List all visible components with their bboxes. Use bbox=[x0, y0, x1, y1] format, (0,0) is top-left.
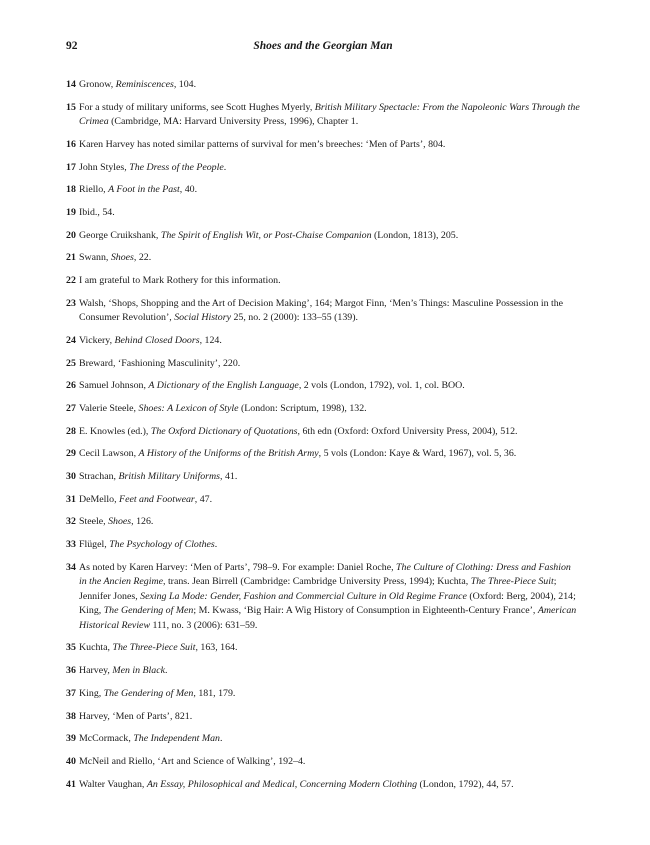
endnote bbox=[66, 470, 580, 485]
endnote-text bbox=[79, 515, 580, 530]
endnote-text-segment: , 126. bbox=[131, 516, 154, 528]
endnote-text-segment: McNeil and Riello, ‘Art and Science of Walking’, 192–4. bbox=[79, 755, 306, 767]
endnote-title-italic: The Dress of the People bbox=[129, 161, 224, 173]
endnote-number: 23 bbox=[66, 297, 76, 309]
endnote-title-italic: An Essay, Philosophical and Medical, Concerning Modern Clothing bbox=[146, 778, 418, 790]
endnote-text-segment: King, bbox=[79, 687, 104, 699]
endnote-title-italic: Social History bbox=[174, 312, 231, 324]
endnote-text-segment: I am grateful to Mark Rothery for this information. bbox=[79, 275, 281, 286]
endnote-number: 20 bbox=[66, 229, 76, 241]
endnote-text-segment: Karen Harvey has noted similar patterns of survival for men’s breeches: ‘Men of Parts’, 804. bbox=[79, 138, 446, 150]
endnote-text bbox=[79, 561, 580, 634]
endnote-text bbox=[79, 755, 580, 770]
endnote-text bbox=[79, 357, 580, 372]
endnote-text-segment: Steele, bbox=[79, 516, 109, 528]
endnote-title-italic: The Culture of Clothing: Dress and Fashion in the Ancien Regime bbox=[79, 561, 571, 588]
endnote-text-segment: Breward, ‘Fashioning Masculinity’, 220. bbox=[79, 357, 241, 369]
endnote-text-segment: Walsh, ‘Shops, Shopping and the Art of Decision Making’, 164; Margot Finn, ‘Men’s Things: Masculine Possession in the Consumer Revolution’, bbox=[79, 297, 564, 324]
endnote bbox=[66, 447, 580, 462]
endnote-text-segment: . bbox=[223, 161, 227, 173]
endnote-number: 27 bbox=[66, 402, 76, 414]
endnote-title-italic: The Gendering of Men bbox=[103, 605, 194, 617]
endnote-text-segment: (Oxford: Berg, 2004), 214; King, bbox=[79, 590, 576, 617]
endnote-number: 22 bbox=[66, 275, 76, 286]
endnote-text bbox=[79, 379, 580, 394]
endnote-text bbox=[79, 447, 580, 462]
endnote-text-segment: Flügel, bbox=[79, 539, 110, 551]
endnote bbox=[66, 641, 580, 656]
endnote-text-segment: (London: Scriptum, 1998), 132. bbox=[238, 402, 367, 414]
endnote bbox=[66, 229, 580, 244]
endnote-title-italic: The Oxford Dictionary of Quotations bbox=[150, 425, 298, 437]
endnote-text bbox=[79, 297, 580, 326]
endnote-text bbox=[79, 778, 580, 793]
endnote-text-segment: Harvey, bbox=[79, 665, 113, 677]
endnote-text bbox=[79, 493, 580, 508]
endnote-text-segment: As noted by Karen Harvey: ‘Men of Parts’, 798–9. For example: Daniel Roche, bbox=[79, 561, 397, 573]
endnote-number: 15 bbox=[66, 101, 76, 113]
endnote-text bbox=[79, 470, 580, 485]
endnote bbox=[66, 755, 580, 770]
endnote-number: 30 bbox=[66, 471, 76, 482]
endnote-text-segment: , 163, 164. bbox=[195, 642, 238, 654]
endnote-text-segment: , 124. bbox=[199, 334, 222, 346]
endnote-text-segment: Harvey, ‘Men of Parts’, 821. bbox=[79, 710, 193, 722]
endnote-text-segment: , 104. bbox=[173, 79, 197, 90]
endnote bbox=[66, 183, 580, 198]
endnote-text bbox=[79, 251, 580, 266]
endnote bbox=[66, 425, 580, 440]
endnote-title-italic: The Spirit of English Wit, or Post-Chaise Companion bbox=[160, 229, 372, 241]
endnote-title-italic: The Psychology of Clothes bbox=[109, 539, 215, 551]
endnote bbox=[66, 138, 580, 153]
endnote-text-segment: , 41. bbox=[220, 471, 238, 482]
endnote-text-segment: , 40. bbox=[179, 184, 198, 196]
endnote-text-segment: (London, 1813), 205. bbox=[371, 229, 459, 241]
endnote-text-segment: , trans. Jean Birrell (Cambridge: Cambridge University Press, 1994); Kuchta, bbox=[163, 576, 471, 588]
endnote-text-segment: , 181, 179. bbox=[193, 687, 236, 699]
endnote-text bbox=[79, 183, 580, 198]
endnote-text bbox=[79, 641, 580, 656]
endnote-text-segment: Samuel Johnson, bbox=[79, 380, 149, 392]
endnote-title-italic: Behind Closed Doors bbox=[114, 334, 200, 346]
endnote-title-italic: A History of the Uniforms of the British Army bbox=[138, 448, 319, 460]
endnote-text-segment: Ibid., 54. bbox=[79, 206, 115, 218]
endnote-number: 34 bbox=[66, 561, 76, 573]
endnote-title-italic: Men in Black bbox=[112, 665, 166, 677]
endnote-number: 32 bbox=[66, 516, 76, 528]
endnote-number: 38 bbox=[66, 710, 76, 722]
endnote-text bbox=[79, 710, 580, 725]
endnote-text bbox=[79, 274, 580, 289]
endnote-text-segment: , 47. bbox=[194, 493, 213, 505]
endnote-text-segment: Vickery, bbox=[79, 334, 115, 346]
endnote-text-segment: . bbox=[214, 539, 218, 551]
endnote-text bbox=[79, 101, 580, 130]
endnote bbox=[66, 357, 580, 372]
endnote-text bbox=[79, 732, 580, 747]
endnote-number: 21 bbox=[66, 252, 76, 264]
endnote-number: 36 bbox=[66, 665, 76, 677]
endnote bbox=[66, 101, 580, 130]
endnotes-list bbox=[66, 78, 580, 800]
endnote-text-segment: Riello, bbox=[79, 184, 109, 196]
endnote-title-italic: The Three-Piece Suit bbox=[112, 642, 196, 654]
endnote-number: 18 bbox=[66, 184, 76, 196]
endnote bbox=[66, 493, 580, 508]
endnote-number: 28 bbox=[66, 425, 76, 437]
endnote-text bbox=[79, 402, 580, 417]
endnote-text bbox=[79, 425, 580, 440]
endnote-text-segment: (Cambridge, MA: Harvard University Press, 1996), Chapter 1. bbox=[108, 116, 359, 128]
endnote-number: 29 bbox=[66, 448, 76, 460]
endnote-title-italic: British Military Uniforms bbox=[118, 471, 220, 482]
endnote-text bbox=[79, 138, 580, 153]
endnote-number: 31 bbox=[66, 493, 76, 505]
endnote-title-italic: Sexing La Mode: Gender, Fashion and Commercial Culture in Old Regime France bbox=[140, 590, 467, 602]
endnote-title-italic: British Military Spectacle: From the Napoleonic Wars Through the Crimea bbox=[79, 101, 580, 128]
endnote-number: 17 bbox=[66, 161, 76, 173]
endnote-number: 19 bbox=[66, 206, 76, 218]
endnote-text-segment: Kuchta, bbox=[79, 642, 113, 654]
endnote-text-segment: 25, no. 2 (2000): 133–55 (139). bbox=[230, 312, 358, 324]
endnote-text-segment: , 5 vols (London: Kaye & Ward, 1967), vol. 5, 36. bbox=[318, 448, 517, 460]
endnote-text-segment: . bbox=[165, 665, 168, 677]
endnote-number: 39 bbox=[66, 733, 76, 745]
endnote-text bbox=[79, 78, 580, 93]
endnote bbox=[66, 515, 580, 530]
endnote-text-segment: John Styles, bbox=[79, 161, 130, 173]
endnote-number: 24 bbox=[66, 334, 76, 346]
endnote-text bbox=[79, 687, 580, 702]
endnote-text-segment: ; M. Kwass, ‘Big Hair: A Wig History of Consumption in Eighteenth-Century France’, bbox=[193, 605, 538, 617]
endnote-title-italic: The Gendering of Men bbox=[103, 687, 194, 699]
endnote-text-segment: DeMello, bbox=[79, 493, 120, 505]
endnote bbox=[66, 206, 580, 221]
endnote-text-segment: , 6th edn (Oxford: Oxford University Press, 2004), 512. bbox=[297, 425, 518, 437]
endnote-text-segment: ; Jennifer Jones, bbox=[79, 576, 557, 602]
endnote-text bbox=[79, 664, 580, 679]
endnote-text bbox=[79, 334, 580, 349]
endnote bbox=[66, 732, 580, 747]
endnote-text-segment: . bbox=[219, 733, 223, 745]
endnote-number: 37 bbox=[66, 687, 76, 699]
running-title: Shoes and the Georgian Man bbox=[253, 40, 393, 52]
endnote bbox=[66, 334, 580, 349]
endnote bbox=[66, 274, 580, 289]
endnote-number: 33 bbox=[66, 539, 76, 551]
endnote bbox=[66, 402, 580, 417]
endnote bbox=[66, 78, 580, 93]
endnote-title-italic: The Three-Piece Suit bbox=[470, 576, 554, 588]
endnote-title-italic: A Dictionary of the English Language bbox=[148, 380, 299, 392]
endnote-number: 25 bbox=[66, 357, 76, 369]
endnote bbox=[66, 778, 580, 793]
endnote bbox=[66, 161, 580, 176]
endnote-text-segment: E. Knowles (ed.), bbox=[79, 425, 151, 437]
endnote bbox=[66, 710, 580, 725]
endnote-title-italic: Shoes bbox=[108, 516, 132, 528]
endnote-text-segment: Swann, bbox=[79, 252, 111, 264]
endnote-number: 26 bbox=[66, 380, 76, 392]
endnote-text bbox=[79, 229, 580, 244]
endnote-title-italic: Feet and Footwear bbox=[119, 493, 195, 505]
endnote-text bbox=[79, 206, 580, 221]
endnote-text-segment: George Cruikshank, bbox=[79, 229, 161, 241]
endnote-text-segment: Walter Vaughan, bbox=[79, 778, 147, 790]
endnote-text bbox=[79, 538, 580, 553]
endnote bbox=[66, 379, 580, 394]
endnote-number: 41 bbox=[66, 778, 76, 790]
endnote-text-segment: 111, no. 3 (2006): 631–59. bbox=[150, 619, 258, 631]
endnote-title-italic: Shoes bbox=[110, 252, 134, 264]
endnote-number: 40 bbox=[66, 755, 76, 767]
endnote bbox=[66, 664, 580, 679]
endnote-number: 16 bbox=[66, 138, 76, 150]
endnote bbox=[66, 538, 580, 553]
endnote-number: 14 bbox=[66, 79, 76, 90]
endnote bbox=[66, 251, 580, 266]
endnote-text-segment: Valerie Steele, bbox=[79, 402, 139, 414]
endnote-text-segment: Gronow, bbox=[79, 79, 116, 90]
endnote-text-segment: Strachan, bbox=[79, 471, 119, 482]
page-number: 92 bbox=[66, 40, 78, 52]
endnote-title-italic: A Foot in the Past bbox=[108, 184, 180, 196]
endnote bbox=[66, 561, 580, 634]
endnote-number: 35 bbox=[66, 642, 76, 654]
endnote bbox=[66, 687, 580, 702]
endnote-text-segment: , 22. bbox=[133, 252, 152, 264]
endnote-text-segment: , 2 vols (London, 1792), vol. 1, col. BOO. bbox=[298, 380, 465, 392]
endnote bbox=[66, 297, 580, 326]
endnote-title-italic: The Independent Man bbox=[133, 733, 220, 745]
endnote-title-italic: Shoes: A Lexicon of Style bbox=[138, 402, 239, 414]
endnote-title-italic: Reminiscences bbox=[115, 79, 174, 90]
page-header bbox=[66, 40, 580, 54]
endnote-text bbox=[79, 161, 580, 176]
endnote-text-segment: For a study of military uniforms, see Scott Hughes Myerly, bbox=[79, 101, 315, 113]
endnote-title-italic: American Historical Review bbox=[79, 605, 577, 631]
endnote-text-segment: Cecil Lawson, bbox=[79, 448, 139, 460]
endnote-text-segment: (London, 1792), 44, 57. bbox=[417, 778, 514, 790]
endnote-text-segment: McCormack, bbox=[79, 733, 134, 745]
